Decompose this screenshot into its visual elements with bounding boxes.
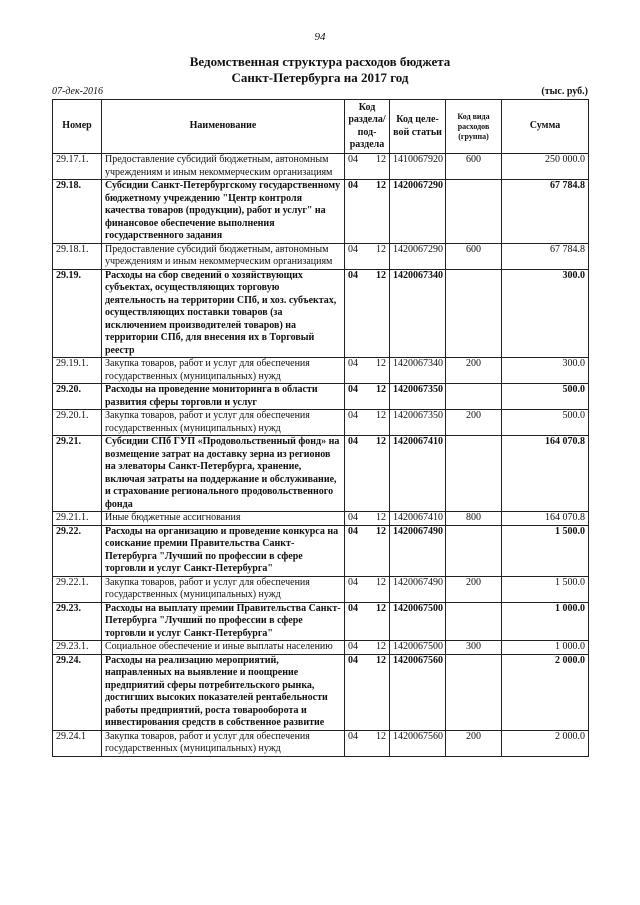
header-expense-type: Код вида расходов (группа) <box>446 100 502 154</box>
row-name: Расходы на проведение мониторинга в области развития сферы торговли и услуг <box>102 384 345 410</box>
subsection-code: 12 <box>376 576 386 588</box>
subsection-code: 12 <box>376 358 386 369</box>
table-row <box>53 154 589 180</box>
row-section-code <box>345 180 390 244</box>
row-name: Социальное обеспечение и иные выплаты населению <box>102 641 345 655</box>
row-name: Иные бюджетные ассигнования <box>102 512 345 526</box>
row-name: Субсидии Санкт-Петербургскому государственному бюджетному учреждению "Центр контроля качества товаров (продукции), работ и услуг" на финансовое обеспечение выполнения государственного задания <box>102 180 345 244</box>
document-date: 07-дек-2016 <box>52 86 103 97</box>
row-name: Расходы на реализацию мероприятий, направленных на выявление и поощрение предприятий сферы потребительского рынка, достигших высоких показателей рентабельности работы предприятий, роста товарооборота и инвестирования средств в собственное развитие <box>102 654 345 730</box>
table-row <box>53 384 589 410</box>
section-code: 04 <box>348 512 358 523</box>
subsection-code: 12 <box>376 243 386 255</box>
row-expense-type: 200 <box>446 358 502 384</box>
row-expense-type: 200 <box>446 576 502 602</box>
row-number: 29.23.1. <box>53 641 102 655</box>
header-article: Код целе-вой статьи <box>390 100 446 154</box>
row-expense-type: 600 <box>446 154 502 180</box>
subsection-code: 12 <box>376 180 386 191</box>
row-name: Предоставление субсидий бюджетным, автономным учреждениям и иным некоммерческим организациям <box>102 154 345 180</box>
row-article-code: 1420067560 <box>390 654 446 730</box>
row-article-code: 1420067500 <box>390 602 446 641</box>
budget-table <box>52 99 589 757</box>
row-sum: 500.0 <box>502 384 589 410</box>
row-article-code: 1420067410 <box>390 436 446 512</box>
row-article-code: 1420067340 <box>390 358 446 384</box>
table-row <box>53 269 589 358</box>
title-line-1: Ведомственная структура расходов бюджета <box>189 54 451 69</box>
table-row <box>53 525 589 576</box>
page-number: 94 <box>314 31 326 43</box>
section-code: 04 <box>348 154 358 165</box>
row-name: Расходы на сбор сведений о хозяйствующих субъектах, осуществляющих торговую деятельность на территории СПб, и хоз. субъектах, осуществляющих поставки товаров (за исключением производителей товаров) на территории СПб, для внесения их в Торговый реестр <box>102 269 345 358</box>
section-code: 04 <box>348 410 358 421</box>
row-name: Закупка товаров, работ и услуг для обеспечения государственных (муниципальных) нужд <box>102 730 345 756</box>
row-sum: 300.0 <box>502 269 589 358</box>
row-section-code <box>345 269 390 358</box>
row-sum: 164 070.8 <box>502 512 589 526</box>
row-sum: 67 784.8 <box>502 243 589 269</box>
section-code: 04 <box>348 641 358 652</box>
row-name: Субсидии СПб ГУП «Продовольственный фонд» на возмещение затрат на доставку зерна из регионов на элеваторы Санкт-Петербурга, хранение, включая затраты на поддержание и обслуживание, и страхование регионального продовольственного фонда <box>102 436 345 512</box>
row-sum: 1 500.0 <box>502 576 589 602</box>
table-row <box>53 512 589 526</box>
subsection-code: 12 <box>376 436 386 447</box>
row-sum: 250 000.0 <box>502 154 589 180</box>
row-sum: 67 784.8 <box>502 180 589 244</box>
table-row <box>53 602 589 641</box>
subsection-code: 12 <box>376 512 386 523</box>
table-row <box>53 243 589 269</box>
row-section-code <box>345 654 390 730</box>
table-body <box>53 154 589 757</box>
row-section-code <box>345 525 390 576</box>
row-section-code <box>345 358 390 384</box>
row-number: 29.24. <box>53 654 102 730</box>
row-article-code: 1420067350 <box>390 384 446 410</box>
row-number: 29.24.1 <box>53 730 102 756</box>
row-section-code <box>345 641 390 655</box>
row-section-code <box>345 243 390 269</box>
row-expense-type <box>446 602 502 641</box>
header-sum: Сумма <box>502 100 589 154</box>
row-name: Расходы на организацию и проведение конкурса на соискание премии Правительства Санкт-Петербурга "Лучший по профессии в сфере торговли и услуг Санкт-Петербурга" <box>102 525 345 576</box>
row-article-code: 1420067290 <box>390 243 446 269</box>
row-expense-type: 200 <box>446 410 502 436</box>
row-article-code: 1420067500 <box>390 641 446 655</box>
table-row <box>53 410 589 436</box>
row-number: 29.22. <box>53 525 102 576</box>
subsection-code: 12 <box>376 525 386 537</box>
row-number: 29.20. <box>53 384 102 410</box>
section-code: 04 <box>348 269 358 281</box>
subsection-code: 12 <box>376 269 386 281</box>
subsection-code: 12 <box>376 602 386 614</box>
table-row <box>53 641 589 655</box>
table-row <box>53 576 589 602</box>
row-expense-type <box>446 436 502 512</box>
row-article-code: 1420067490 <box>390 525 446 576</box>
subsection-code: 12 <box>376 154 386 165</box>
row-expense-type: 200 <box>446 730 502 756</box>
row-sum: 2 000.0 <box>502 654 589 730</box>
row-article-code: 1420067490 <box>390 576 446 602</box>
currency-unit: (тыс. руб.) <box>541 86 588 97</box>
row-article-code: 1420067560 <box>390 730 446 756</box>
section-code: 04 <box>348 525 358 537</box>
row-section-code <box>345 730 390 756</box>
row-expense-type <box>446 525 502 576</box>
row-number: 29.19.1. <box>53 358 102 384</box>
row-expense-type: 600 <box>446 243 502 269</box>
subsection-code: 12 <box>376 641 386 652</box>
row-number: 29.23. <box>53 602 102 641</box>
row-name: Закупка товаров, работ и услуг для обеспечения государственных (муниципальных) нужд <box>102 358 345 384</box>
row-sum: 1 500.0 <box>502 525 589 576</box>
row-article-code: 1420067350 <box>390 410 446 436</box>
row-section-code <box>345 602 390 641</box>
row-expense-type <box>446 180 502 244</box>
section-code: 04 <box>348 358 358 369</box>
subsection-code: 12 <box>376 384 386 395</box>
section-code: 04 <box>348 602 358 614</box>
row-section-code <box>345 512 390 526</box>
row-number: 29.18.1. <box>53 243 102 269</box>
row-sum: 1 000.0 <box>502 602 589 641</box>
row-name: Закупка товаров, работ и услуг для обеспечения государственных (муниципальных) нужд <box>102 576 345 602</box>
row-number: 29.21.1. <box>53 512 102 526</box>
row-sum: 300.0 <box>502 358 589 384</box>
row-article-code: 1420067340 <box>390 269 446 358</box>
row-section-code <box>345 384 390 410</box>
table-row <box>53 436 589 512</box>
section-code: 04 <box>348 436 358 447</box>
table-row <box>53 654 589 730</box>
row-name: Предоставление субсидий бюджетным, автономным учреждениям и иным некоммерческим организациям <box>102 243 345 269</box>
row-section-code <box>345 154 390 180</box>
table-row <box>53 180 589 244</box>
row-article-code: 1420067410 <box>390 512 446 526</box>
row-sum: 164 070.8 <box>502 436 589 512</box>
row-sum: 1 000.0 <box>502 641 589 655</box>
row-number: 29.18. <box>53 180 102 244</box>
row-sum: 2 000.0 <box>502 730 589 756</box>
header-section: Код раздела/ под-раздела <box>345 100 390 154</box>
page-title <box>0 54 640 86</box>
header-name: Наименование <box>102 100 345 154</box>
row-number: 29.20.1. <box>53 410 102 436</box>
row-expense-type <box>446 269 502 358</box>
table-row <box>53 730 589 756</box>
row-sum: 500.0 <box>502 410 589 436</box>
row-article-code: 1420067290 <box>390 180 446 244</box>
row-number: 29.22.1. <box>53 576 102 602</box>
section-code: 04 <box>348 243 358 255</box>
row-expense-type: 300 <box>446 641 502 655</box>
row-number: 29.17.1. <box>53 154 102 180</box>
row-article-code: 1410067920 <box>390 154 446 180</box>
table-header-row <box>53 100 589 154</box>
section-code: 04 <box>348 576 358 588</box>
row-name: Расходы на выплату премии Правительства Санкт-Петербурга "Лучший по профессии в сфере торговли и услуг Санкт-Петербурга" <box>102 602 345 641</box>
row-expense-type: 800 <box>446 512 502 526</box>
row-section-code <box>345 436 390 512</box>
row-expense-type <box>446 384 502 410</box>
section-code: 04 <box>348 654 358 666</box>
row-number: 29.21. <box>53 436 102 512</box>
row-number: 29.19. <box>53 269 102 358</box>
subsection-code: 12 <box>376 654 386 666</box>
title-line-2: Санкт-Петербурга на 2017 год <box>231 70 409 85</box>
subsection-code: 12 <box>376 410 386 421</box>
row-section-code <box>345 410 390 436</box>
row-name: Закупка товаров, работ и услуг для обеспечения государственных (муниципальных) нужд <box>102 410 345 436</box>
row-expense-type <box>446 654 502 730</box>
section-code: 04 <box>348 384 358 395</box>
subsection-code: 12 <box>376 730 386 742</box>
section-code: 04 <box>348 730 358 742</box>
table-row <box>53 358 589 384</box>
header-number: Номер <box>53 100 102 154</box>
row-section-code <box>345 576 390 602</box>
section-code: 04 <box>348 180 358 191</box>
